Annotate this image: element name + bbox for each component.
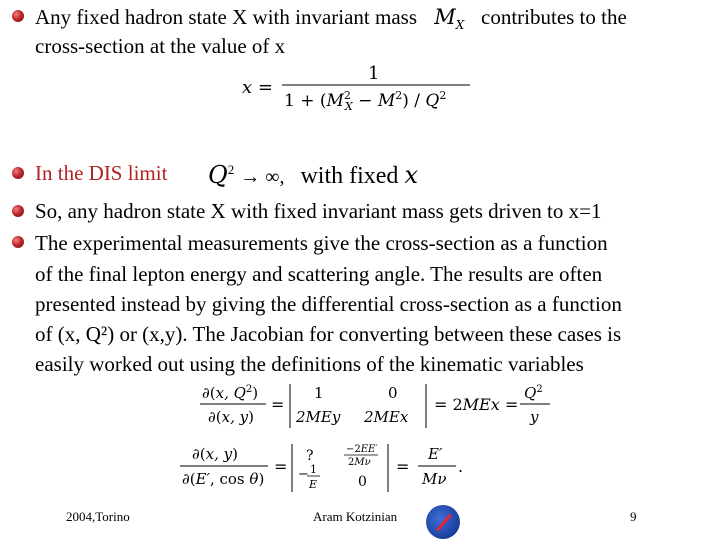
bullet-icon xyxy=(12,10,24,22)
equation-jacobian-xy xyxy=(178,440,478,501)
footer-left: 2004,Torino xyxy=(66,509,130,524)
svg-text:2Mν: 2Mν xyxy=(348,457,371,468)
equation-jacobian-xQ2 xyxy=(198,380,558,437)
svg-text:.: . xyxy=(458,457,464,476)
svg-text:= 2MEx =: = 2MEx = xyxy=(434,395,519,414)
bullet-1-text-end: contributes to the xyxy=(481,5,627,29)
bullet-2-text: In the DIS limit xyxy=(35,161,168,185)
eq1-numerator: 1 xyxy=(368,63,380,84)
bullet-icon xyxy=(12,167,24,179)
svg-text:1: 1 xyxy=(314,384,324,402)
eq1-lhs: x = xyxy=(242,77,273,98)
svg-text:=: = xyxy=(396,457,410,476)
svg-text:∂(x, Q2): ∂(x, $Q^2$) xyxy=(202,384,259,402)
bullet-4-line3: presented instead by giving the differential cross-section as a function xyxy=(35,292,622,316)
conference-logo-icon xyxy=(426,505,460,539)
equation-x-definition xyxy=(240,62,480,119)
svg-text:E: E xyxy=(309,478,318,491)
svg-text:?: ? xyxy=(306,448,314,464)
bullet-icon xyxy=(12,205,24,217)
svg-text:2MEx: 2MEx xyxy=(364,408,409,426)
bullet-1-line2: cross-section at the value of x xyxy=(35,34,286,58)
svg-text:0: 0 xyxy=(358,474,367,490)
bullet-4-line2: of the final lepton energy and scattering angle. The results are often xyxy=(35,262,603,286)
svg-text:1: 1 xyxy=(310,463,317,476)
page-number: 9 xyxy=(630,509,637,524)
footer-center: Aram Kotzinian xyxy=(313,509,398,524)
svg-text:2MEy: 2MEy xyxy=(296,408,341,426)
svg-text:=: = xyxy=(274,457,288,476)
svg-text:∂(x, y): ∂(x, y) xyxy=(192,445,238,463)
dis-limit-formula: $Q^2$ → ∞, with fixed x xyxy=(208,161,418,189)
bullet-4-line1: The experimental measurements give the cross-section as a function xyxy=(35,231,608,255)
math-mass: $M_X$ xyxy=(434,5,465,33)
bullet-1-text: Any fixed hadron state X with invariant mass xyxy=(35,5,417,29)
svg-text:−: − xyxy=(298,467,309,482)
bullet-4-line5: easily worked out using the definitions of the kinematic variables xyxy=(35,352,584,376)
svg-text:0: 0 xyxy=(388,384,398,402)
eq1-denominator: $1 + (M^2$ $X - M^2) / Q^2$ xyxy=(284,89,447,113)
bullet-icon xyxy=(12,236,24,248)
bullet-3-text: So, any hadron state X with fixed invariant mass gets driven to x=1 xyxy=(35,199,602,223)
svg-text:Q2: $Q^2$ xyxy=(524,384,543,402)
svg-text:∂(E′, cos θ): ∂(E′, cos θ) xyxy=(182,470,265,488)
svg-text:=: = xyxy=(271,395,285,414)
svg-text:−2EE′: −2EE′ xyxy=(346,444,378,455)
svg-text:∂(x, y): ∂(x, y) xyxy=(208,408,254,426)
svg-text:Mν: Mν xyxy=(422,470,447,488)
svg-text:y: y xyxy=(530,408,539,426)
bullet-4-line4: of (x, Q²) or (x,y). The Jacobian for converting between these cases is xyxy=(35,322,622,346)
svg-text:E′: E′ xyxy=(428,445,443,463)
